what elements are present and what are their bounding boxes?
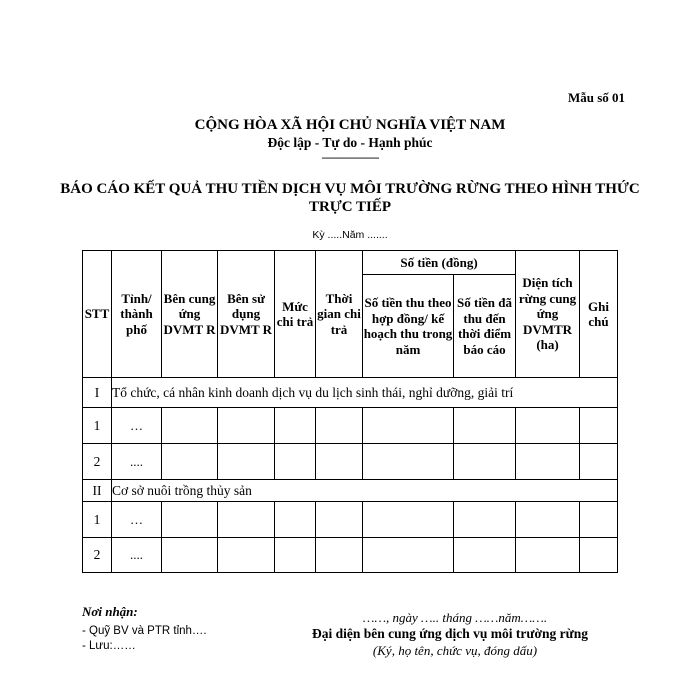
cell <box>363 502 454 538</box>
row-number: 2 <box>83 444 112 480</box>
form-number: Mẫu số 01 <box>567 90 625 105</box>
cell <box>162 538 218 573</box>
cell <box>162 408 218 444</box>
cell <box>275 502 316 538</box>
cell <box>162 502 218 538</box>
report-title: BÁO CÁO KẾT QUẢ THU TIỀN DỊCH VỤ MÔI TRƯỜNG RỪNG THEO HÌNH THỨC TRỰC TIẾP <box>60 181 640 215</box>
cell <box>316 538 363 573</box>
header-rate: Mức chi trả <box>275 251 316 378</box>
cell <box>162 444 218 480</box>
cell <box>275 408 316 444</box>
header-area: Diện tích rừng cung ứng DVMTR (ha) <box>516 251 580 378</box>
section-row <box>83 378 618 408</box>
row-province: .... <box>112 538 162 573</box>
header-provider: Bên cung ứng DVMT R <box>162 251 218 378</box>
cell <box>363 444 454 480</box>
cell <box>454 502 516 538</box>
table-row <box>83 408 618 444</box>
section-numeral: II <box>83 480 112 502</box>
header-amount-group: Số tiền (đồng) <box>363 251 516 275</box>
section-label: Tổ chức, cá nhân kinh doanh dịch vụ du lịch sinh thái, nghỉ dưỡng, giải trí <box>112 378 618 408</box>
cell <box>316 408 363 444</box>
cell <box>580 444 618 480</box>
cell <box>218 502 275 538</box>
cell <box>516 502 580 538</box>
row-number: 1 <box>83 502 112 538</box>
section-row <box>83 480 618 502</box>
signature-date: ……, ngày ….. tháng ……năm……. <box>362 610 548 625</box>
table-row <box>83 444 618 480</box>
report-table <box>82 250 618 573</box>
cell <box>516 538 580 573</box>
cell <box>516 444 580 480</box>
row-province: … <box>112 408 162 444</box>
header-amount-contract: Số tiền thu theo hợp đồng/ kế hoạch thu trong năm <box>363 275 454 378</box>
header-time: Thời gian chi trả <box>316 251 363 378</box>
cell <box>454 538 516 573</box>
cell <box>275 444 316 480</box>
row-number: 1 <box>83 408 112 444</box>
header-stt: STT <box>83 251 112 378</box>
cell <box>516 408 580 444</box>
section-label: Cơ sở nuôi trồng thủy sản <box>112 480 618 502</box>
row-province: … <box>112 502 162 538</box>
cell <box>316 502 363 538</box>
cell <box>580 538 618 573</box>
header-province: Tỉnh/ thành phố <box>112 251 162 378</box>
cell <box>454 444 516 480</box>
row-number: 2 <box>83 538 112 573</box>
recipient-line: - Lưu:…… <box>82 640 136 652</box>
table-row <box>83 502 618 538</box>
cell <box>580 408 618 444</box>
cell <box>218 408 275 444</box>
cell <box>275 538 316 573</box>
cell <box>218 444 275 480</box>
row-province: .... <box>112 444 162 480</box>
cell <box>218 538 275 573</box>
national-title: CỘNG HÒA XÃ HỘI CHỦ NGHĨA VIỆT NAM <box>194 117 506 133</box>
cell <box>316 444 363 480</box>
header-user: Bên sử dụng DVMT R <box>218 251 275 378</box>
cell <box>454 408 516 444</box>
signature-title: Đại diện bên cung ứng dịch vụ môi trường rừng <box>312 626 588 641</box>
recipient-line: - Quỹ BV và PTR tỉnh…. <box>82 625 207 637</box>
report-period: Kỳ .....Năm ....... <box>312 229 388 241</box>
table-row <box>83 538 618 573</box>
header-amount-collected: Số tiền đã thu đến thời điểm báo cáo <box>454 275 516 378</box>
header-separator: ------------------- <box>321 150 379 164</box>
national-motto: Độc lập - Tự do - Hạnh phúc <box>267 135 433 150</box>
header-note: Ghi chú <box>580 251 618 378</box>
recipients-title: Nơi nhận: <box>82 604 138 619</box>
signature-note: (Ký, họ tên, chức vụ, đóng dấu) <box>372 643 538 658</box>
cell <box>580 502 618 538</box>
section-numeral: I <box>83 378 112 408</box>
cell <box>363 538 454 573</box>
cell <box>363 408 454 444</box>
